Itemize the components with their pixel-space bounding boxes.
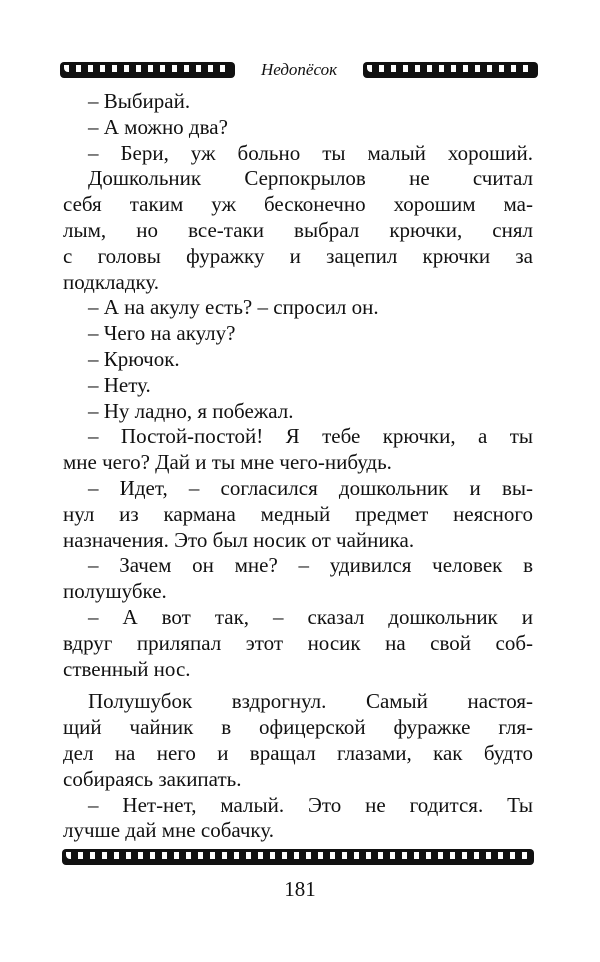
text-line: полушубке. xyxy=(63,579,167,604)
text-line: лучше дай мне собачку. xyxy=(63,818,274,843)
text-line: – А на акулу есть? – спросил он. xyxy=(88,295,379,320)
text-line: назначения. Это был носик от чайника. xyxy=(63,527,415,552)
text-line: вдруг приляпал этот носик на свой соб- xyxy=(63,630,533,655)
text-line: Полушубок вздрогнул. Самый настоя- xyxy=(88,689,533,714)
text-line: Дошкольник Серпокрылов не считал xyxy=(88,166,533,191)
text-line: – Нет-нет, малый. Это не годится. Ты xyxy=(88,792,533,817)
body-text xyxy=(63,89,533,844)
text-line: ственный нос. xyxy=(63,656,191,681)
footer-ornament xyxy=(62,849,534,865)
text-line: – Постой-постой! Я тебе крючки, а ты xyxy=(88,424,533,449)
text-line: – А можно два? xyxy=(88,114,228,139)
text-line: – Бери, уж больно ты малый хороший. xyxy=(88,140,533,165)
text-line: – Крючок. xyxy=(88,346,180,371)
text-line: щий чайник в офицерской фуражке гля- xyxy=(63,715,533,740)
text-line: подкладку. xyxy=(63,269,160,294)
text-line: – А вот так, – сказал дошкольник и xyxy=(88,604,533,629)
right-ornament xyxy=(363,62,538,78)
running-header xyxy=(60,58,538,82)
text-line: лым, но все-таки выбрал крючки, снял xyxy=(63,217,533,242)
text-line: – Зачем он мне? – удивился человек в xyxy=(88,553,533,578)
page-number: 181 xyxy=(284,877,316,901)
text-line: – Идет, – согласился дошкольник и вы- xyxy=(88,475,533,500)
text-line: – Ну ладно, я побежал. xyxy=(88,398,294,423)
text-line: дел на него и вращал глазами, как будто xyxy=(63,740,533,765)
left-ornament xyxy=(60,62,235,78)
text-line: себя таким уж бесконечно хорошим ма- xyxy=(63,192,533,217)
text-line: нул из кармана медный предмет неясного xyxy=(63,501,533,526)
text-line: – Выбирай. xyxy=(88,89,191,113)
text-line: с головы фуражку и зацепил крючки за xyxy=(63,243,533,268)
text-line: – Нету. xyxy=(88,372,151,397)
text-line: – Чего на акулу? xyxy=(88,321,236,346)
text-line: собираясь закипать. xyxy=(63,766,242,791)
running-title: Недопёсок xyxy=(260,60,338,79)
text-line: мне чего? Дай и ты мне чего-нибудь. xyxy=(63,450,392,475)
